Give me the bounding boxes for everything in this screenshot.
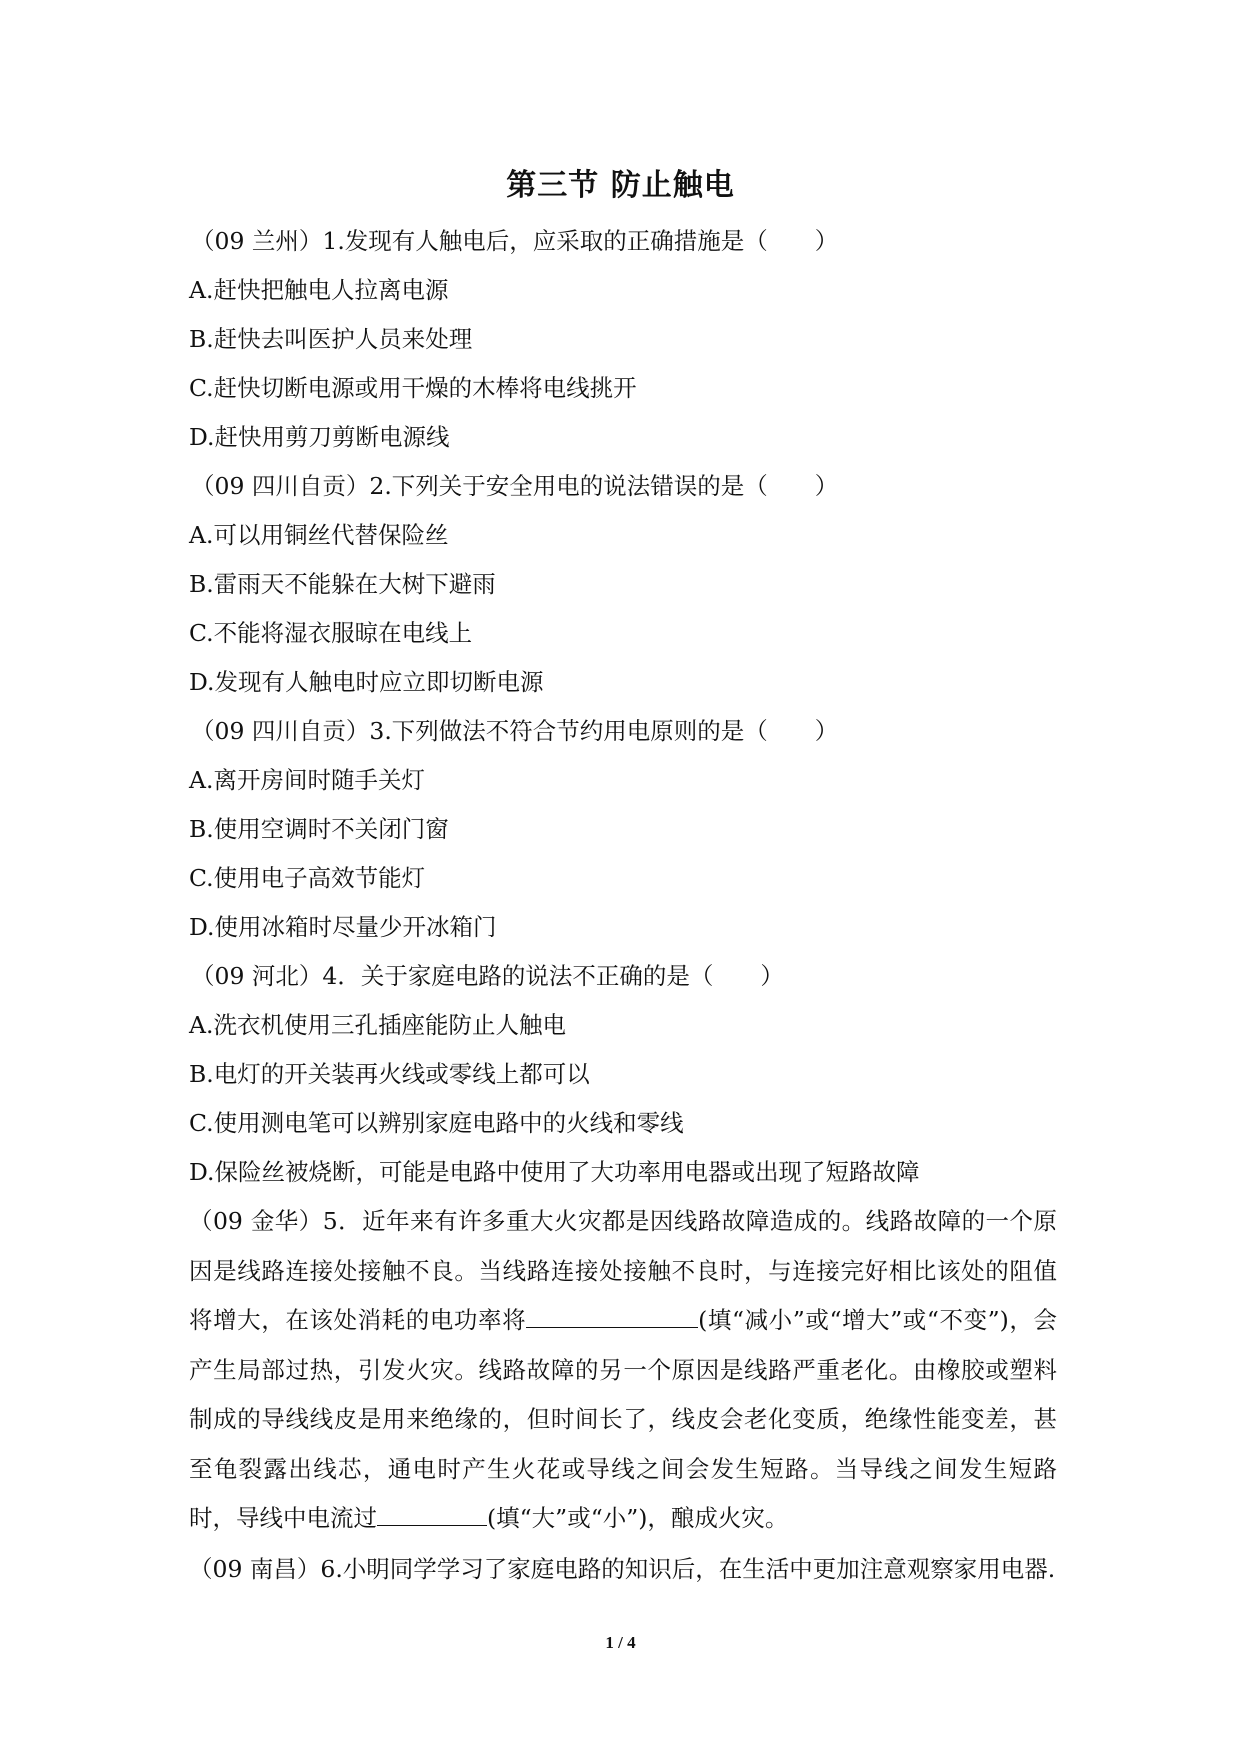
question-3-option-b: B.使用空调时不关闭门窗 [189, 815, 449, 843]
question-1-option-b: B.赶快去叫医护人员来处理 [189, 325, 473, 353]
question-2-option-b: B.雷雨天不能躲在大树下避雨 [189, 570, 496, 598]
question-4-option-c: C.使用测电笔可以辨别家庭电路中的火线和零线 [189, 1109, 684, 1137]
question-list [189, 221, 1057, 1594]
page-title: 第三节 防止触电 [506, 168, 735, 203]
question-5-text-part3: (填“大”或“小”)，酿成火灾。 [487, 1504, 789, 1532]
question-2-option-a: A.可以用铜丝代替保险丝 [189, 521, 449, 549]
question-6-stem: （09 南昌）6.小明同学学习了家庭电路的知识后，在生活中更加注意观察家用电器. [189, 1554, 1056, 1583]
question-1-option-c: C.赶快切断电源或用干燥的木棒将电线挑开 [189, 374, 637, 402]
question-3-option-a: A.离开房间时随手关灯 [189, 766, 425, 794]
question-4-option-d: D.保险丝被烧断，可能是电路中使用了大功率用电器或出现了短路故障 [189, 1158, 920, 1186]
question-3-option-c: C.使用电子高效节能灯 [189, 864, 426, 892]
question-5-text-part1: （09 金华）5．近年来有许多重大火灾都是因线路故障造成的。线路故障的一个原因是线路连接处接触不良。当线路连接处接触不良时，与连接完好相比该处的阻值将增大，在该处消耗的电功率将 [189, 1207, 1057, 1334]
question-3-stem: （09 四川自贡）3.下列做法不符合节约用电原则的是（ ） [191, 717, 839, 745]
question-1-stem: （09 兰州）1.发现有人触电后，应采取的正确措施是（ ） [191, 227, 839, 255]
question-4-option-a: A.洗衣机使用三孔插座能防止人触电 [189, 1011, 566, 1039]
question-4-option-b: B.电灯的开关装再火线或零线上都可以 [189, 1060, 590, 1088]
answer-blank-2[interactable] [377, 1501, 487, 1526]
question-5-paragraph [189, 1197, 1057, 1544]
question-2-option-d: D.发现有人触电时应立即切断电源 [189, 668, 544, 696]
question-2-option-c: C.不能将湿衣服晾在电线上 [189, 619, 473, 647]
question-1-option-a: A.赶快把触电人拉离电源 [189, 276, 449, 304]
answer-blank-1[interactable] [526, 1303, 698, 1328]
question-5-text-part2: (填“减小”或“增大”或“不变”)，会产生局部过热，引发火灾。线路故障的另一个原因是线路严重老化。由橡胶或塑料制成的导线线皮是用来绝缘的，但时间长了，线皮会老化变质，绝缘性能变差，甚至龟裂露出线芯，通电时产生火花或导线之间会发生短路。当导线之间发生短路时，导线中电流过 [189, 1306, 1058, 1532]
question-2-stem: （09 四川自贡）2.下列关于安全用电的说法错误的是（ ） [191, 472, 839, 500]
page-number: 1 / 4 [605, 1633, 636, 1652]
question-4-stem: （09 河北）4．关于家庭电路的说法不正确的是（ ） [191, 962, 784, 990]
question-1-option-d: D.赶快用剪刀剪断电源线 [189, 423, 450, 451]
question-3-option-d: D.使用冰箱时尽量少开冰箱门 [189, 913, 497, 941]
